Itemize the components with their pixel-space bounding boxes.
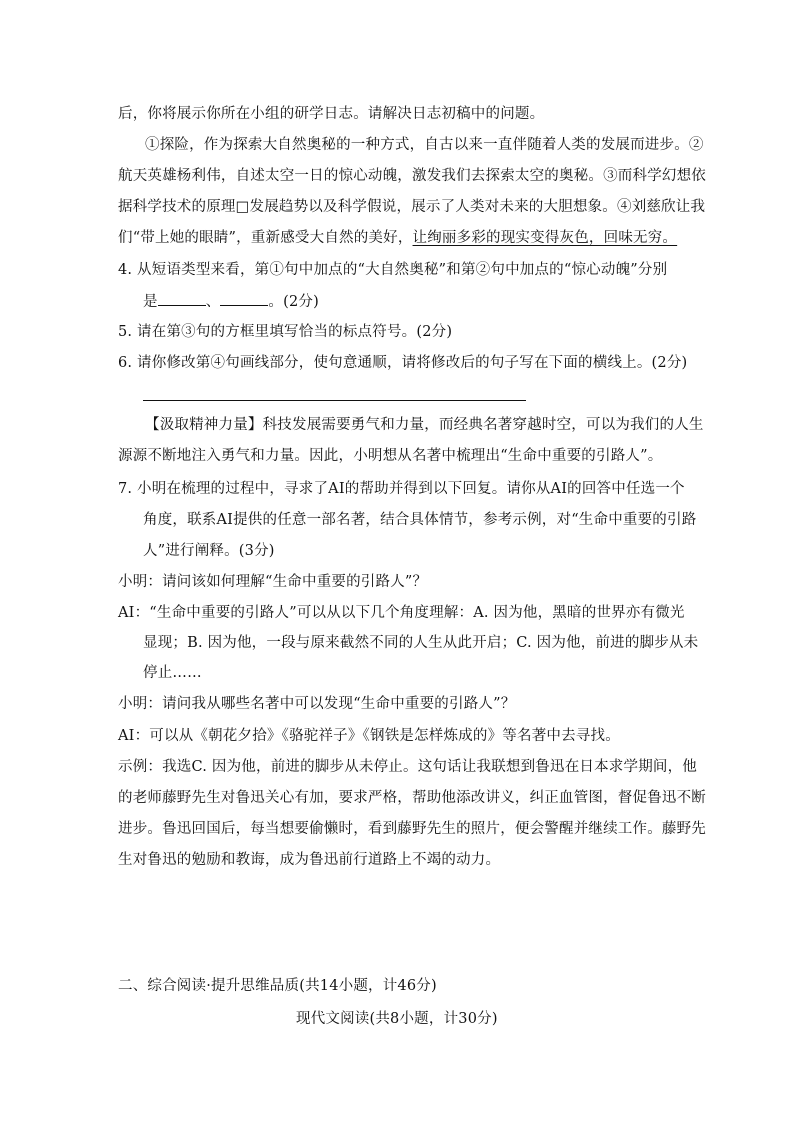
part-2-heading: 二、综合阅读·提升思维品质(共14小题，计46分) (118, 978, 437, 994)
intro-line: 后，你将展示你所在小组的研学日志。请解决日志初稿中的问题。 (118, 106, 545, 122)
example-line-2: 的老师藤野先生对鲁迅关心有加，要求严格，帮助他添改讲义，纠正血管图，督促鲁迅不断 (118, 790, 706, 806)
passage-underlined-sentence: 让绚丽多彩的现实变得灰色，回味无穷。 (412, 230, 678, 246)
question-7-line-2: 角度，联系AI提供的任意一部名著，结合具体情节，参考示例，对“生命中重要的引路 (143, 512, 697, 528)
answer-blank-1[interactable] (158, 291, 206, 306)
question-7-line-3: 人”进行阐释。(3分) (143, 543, 275, 559)
question-7-line-1: 7. 小明在梳理的过程中，寻求了AI的帮助并得到以下回复。请你从AI的回答中任选一个 (118, 481, 685, 497)
dialog-question-2: 小明：请问我从哪些名著中可以发现“生命中重要的引路人”？ (118, 696, 516, 712)
question-4-prefix: 是 (143, 294, 158, 310)
passage-line-2: 航天英雄杨利伟，自述太空一日的惊心动魄，激发我们去探索太空的奥秘。③而科学幻想依 (118, 168, 706, 184)
passage-line-4 (118, 228, 677, 248)
dialog-answer-2: AI：可以从《朝花夕拾》《骆驼祥子》《钢铁是怎样炼成的》等名著中去寻找。 (118, 728, 620, 744)
example-line-1: 示例：我选C. 因为他，前进的脚步从未停止。这句话让我联想到鲁迅在日本求学期间，他 (118, 759, 697, 775)
answer-blank-2[interactable] (220, 291, 268, 306)
question-5: 5. 请在第③句的方框里填写恰当的标点符号。(2分) (118, 324, 453, 340)
question-4-points: 。(2分) (268, 294, 319, 310)
example-line-3: 进步。鲁迅回国后，每当想要偷懒时，看到藤野先生的照片，便会警醒并继续工作。藤野先 (118, 821, 706, 837)
dialog-question-1: 小明：请问该如何理解“生命中重要的引路人”？ (118, 574, 428, 590)
passage-line-4-plain: 们“带上她的眼睛”，重新感受大自然的美好， (118, 230, 413, 246)
part-2-subheading: 现代文阅读(共8小题，计30分) (296, 1011, 498, 1027)
section-intro-line-2: 源源不断地注入勇气和力量。因此，小明想从名著中梳理出“生命中重要的引路人”。 (118, 448, 663, 464)
dialog-answer-1-line-3: 停止…… (143, 665, 202, 681)
dialog-answer-1-line-2: 显现；B. 因为他，一段与原来截然不同的人生从此开启；C. 因为他，前进的脚步从未 (143, 635, 699, 651)
example-line-4: 生对鲁迅的勉励和教诲，成为鲁迅前行道路上不竭的动力。 (118, 852, 501, 868)
question-4-separator: 、 (205, 294, 221, 310)
dialog-answer-1-line-1: AI：“生命中重要的引路人”可以从以下几个角度理解：A. 因为他，黑暗的世界亦有微光 (118, 605, 685, 621)
answer-line-question-6[interactable] (143, 400, 526, 401)
passage-line-1: ①探险，作为探索大自然奥秘的一种方式，自古以来一直伴随着人类的发展而进步。② (145, 137, 704, 153)
passage-line-3: 据科学技术的原理□发展趋势以及科学假说，展示了人类对未来的大胆想象。④刘慈欣让我 (118, 199, 706, 215)
question-4-line-1: 4. 从短语类型来看，第①句中加点的“大自然奥秘”和第②句中加点的“惊心动魄”分别 (118, 262, 668, 278)
question-6: 6. 请你修改第④句画线部分，使句意通顺，请将修改后的句子写在下面的横线上。(2分) (118, 355, 688, 371)
section-intro-line-1: 【汲取精神力量】科技发展需要勇气和力量，而经典名著穿越时空，可以为我们的人生 (145, 417, 704, 433)
question-4-line-2 (143, 291, 319, 312)
